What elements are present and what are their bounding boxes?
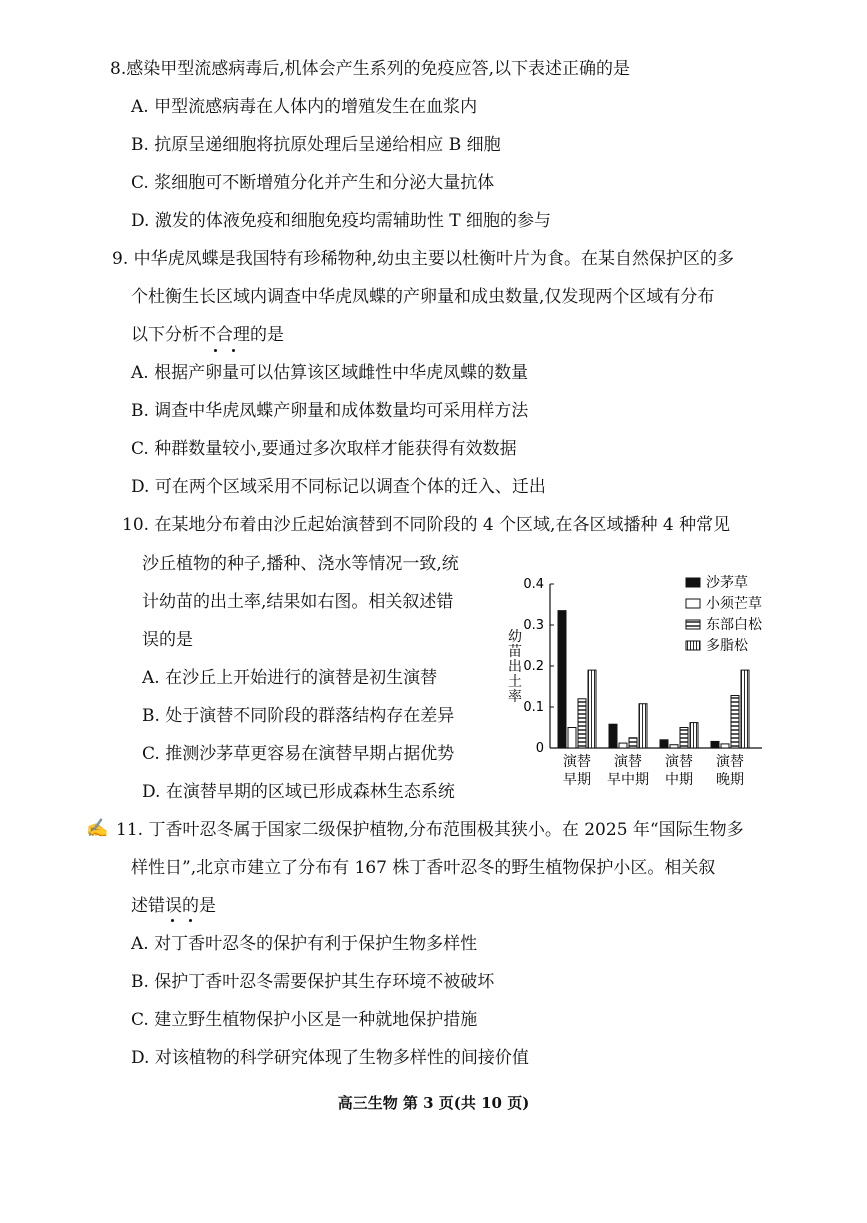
x-tick-label: 晚期 bbox=[716, 772, 744, 788]
y-tick-label: 0.1 bbox=[523, 700, 544, 715]
q11-stem-line-2: 样性日”,北京市建立了分布有 167 株丁香叶忍冬的野生植物保护小区。相关叙 bbox=[131, 858, 716, 878]
y-tick-label: 0 bbox=[535, 741, 544, 756]
legend-swatch bbox=[686, 599, 700, 608]
bar-东部白松 bbox=[680, 728, 688, 749]
q10-option-b: B. 处于演替不同阶段的群落结构存在差异 bbox=[142, 706, 455, 726]
q8-option-a: A. 甲型流感病毒在人体内的增殖发生在血浆内 bbox=[131, 97, 478, 117]
legend-label: 多脂松 bbox=[706, 638, 748, 654]
bar-小须芒草 bbox=[721, 744, 729, 748]
q8-option-c: C. 浆细胞可不断增殖分化并产生和分泌大量抗体 bbox=[131, 173, 495, 193]
bar-沙茅草 bbox=[609, 724, 617, 748]
q8-stem: 8.感染甲型流感病毒后,机体会产生系列的免疫应答,以下表述正确的是 bbox=[110, 59, 631, 79]
q11-stem-line-1: 11. 丁香叶忍冬属于国家二级保护植物,分布范围极其狭小。在 2025 年“国际生物多 bbox=[116, 820, 744, 840]
q9-stem-line-1: 9. 中华虎凤蝶是我国特有珍稀物种,幼虫主要以杜衡叶片为食。在某自然保护区的多 bbox=[112, 249, 735, 269]
bar-多脂松 bbox=[741, 670, 749, 748]
q11-stem-line-3: 述错误的是 bbox=[131, 896, 216, 916]
pen-mark-icon: ✍ bbox=[86, 818, 109, 839]
q11-option-c: C. 建立野生植物保护小区是一种就地保护措施 bbox=[131, 1010, 478, 1030]
q9-stem-line-2: 个杜衡生长区域内调查中华虎凤蝶的产卵量和成虫数量,仅发现两个区域有分布 bbox=[131, 287, 715, 307]
legend-label: 小须芒草 bbox=[706, 596, 762, 612]
q11-option-d: D. 对该植物的科学研究体现了生物多样性的间接价值 bbox=[131, 1048, 529, 1068]
y-axis-label: 幼苗出土率 bbox=[506, 628, 522, 704]
page-footer: 高三生物 第 3 页(共 10 页) bbox=[337, 1094, 530, 1112]
x-tick-label: 中期 bbox=[665, 772, 693, 788]
x-tick-label: 演替 bbox=[614, 754, 642, 770]
q11-option-b: B. 保护丁香叶忍冬需要保护其生存环境不被破坏 bbox=[131, 972, 495, 992]
x-tick-label: 早中期 bbox=[607, 772, 649, 788]
q10-stem-line-2: 沙丘植物的种子,播种、浇水等情况一致,统 bbox=[142, 554, 459, 574]
legend-label: 沙茅草 bbox=[706, 575, 748, 591]
q9-option-d: D. 可在两个区域采用不同标记以调查个体的迁入、迁出 bbox=[131, 477, 546, 497]
x-tick-label: 演替 bbox=[665, 754, 693, 770]
bar-多脂松 bbox=[690, 723, 698, 748]
y-tick-label: 0.2 bbox=[523, 659, 544, 674]
emphasis-dot bbox=[189, 919, 192, 922]
q10-stem-line-1: 10. 在某地分布着由沙丘起始演替到不同阶段的 4 个区域,在各区域播种 4 种常见 bbox=[122, 515, 731, 535]
bar-多脂松 bbox=[639, 704, 647, 748]
bar-小须芒草 bbox=[568, 728, 576, 749]
seedling-emergence-chart bbox=[500, 568, 800, 793]
legend-swatch bbox=[686, 578, 700, 587]
y-tick-label: 0.3 bbox=[523, 618, 544, 633]
x-tick-label: 演替 bbox=[563, 754, 591, 770]
legend-swatch bbox=[686, 641, 700, 650]
x-tick-label: 早期 bbox=[563, 772, 591, 788]
legend-swatch bbox=[686, 620, 700, 629]
bar-东部白松 bbox=[629, 738, 637, 748]
bar-东部白松 bbox=[731, 696, 739, 748]
q8-option-b: B. 抗原呈递细胞将抗原处理后呈递给相应 B 细胞 bbox=[131, 135, 501, 155]
q10-option-d: D. 在演替早期的区域已形成森林生态系统 bbox=[142, 782, 455, 802]
emphasis-dot bbox=[232, 349, 235, 352]
bar-小须芒草 bbox=[619, 743, 627, 748]
q10-stem-line-3: 计幼苗的出土率,结果如右图。相关叙述错 bbox=[142, 592, 454, 612]
y-tick-label: 0.4 bbox=[523, 577, 544, 592]
q9-stem-line-3: 以下分析不合理的是 bbox=[131, 325, 284, 345]
q9-option-c: C. 种群数量较小,要通过多次取样才能获得有效数据 bbox=[131, 439, 517, 459]
bar-沙茅草 bbox=[558, 611, 566, 748]
bar-沙茅草 bbox=[711, 741, 719, 748]
legend-label: 东部白松 bbox=[706, 617, 762, 633]
emphasis-dot bbox=[214, 349, 217, 352]
bar-多脂松 bbox=[588, 670, 596, 748]
q10-stem-line-4: 误的是 bbox=[142, 630, 193, 650]
bar-沙茅草 bbox=[660, 740, 668, 748]
q9-option-b: B. 调查中华虎凤蝶产卵量和成体数量均可采用样方法 bbox=[131, 401, 529, 421]
q9-option-a: A. 根据产卵量可以估算该区域雌性中华虎凤蝶的数量 bbox=[131, 363, 529, 383]
q10-option-c: C. 推测沙茅草更容易在演替早期占据优势 bbox=[142, 744, 455, 764]
x-tick-label: 演替 bbox=[716, 754, 744, 770]
q8-option-d: D. 激发的体液免疫和细胞免疫均需辅助性 T 细胞的参与 bbox=[131, 211, 551, 231]
bar-小须芒草 bbox=[670, 745, 678, 748]
q10-option-a: A. 在沙丘上开始进行的演替是初生演替 bbox=[142, 668, 438, 688]
q11-option-a: A. 对丁香叶忍冬的保护有利于保护生物多样性 bbox=[131, 934, 478, 954]
emphasis-dot bbox=[171, 919, 174, 922]
bar-东部白松 bbox=[578, 699, 586, 748]
